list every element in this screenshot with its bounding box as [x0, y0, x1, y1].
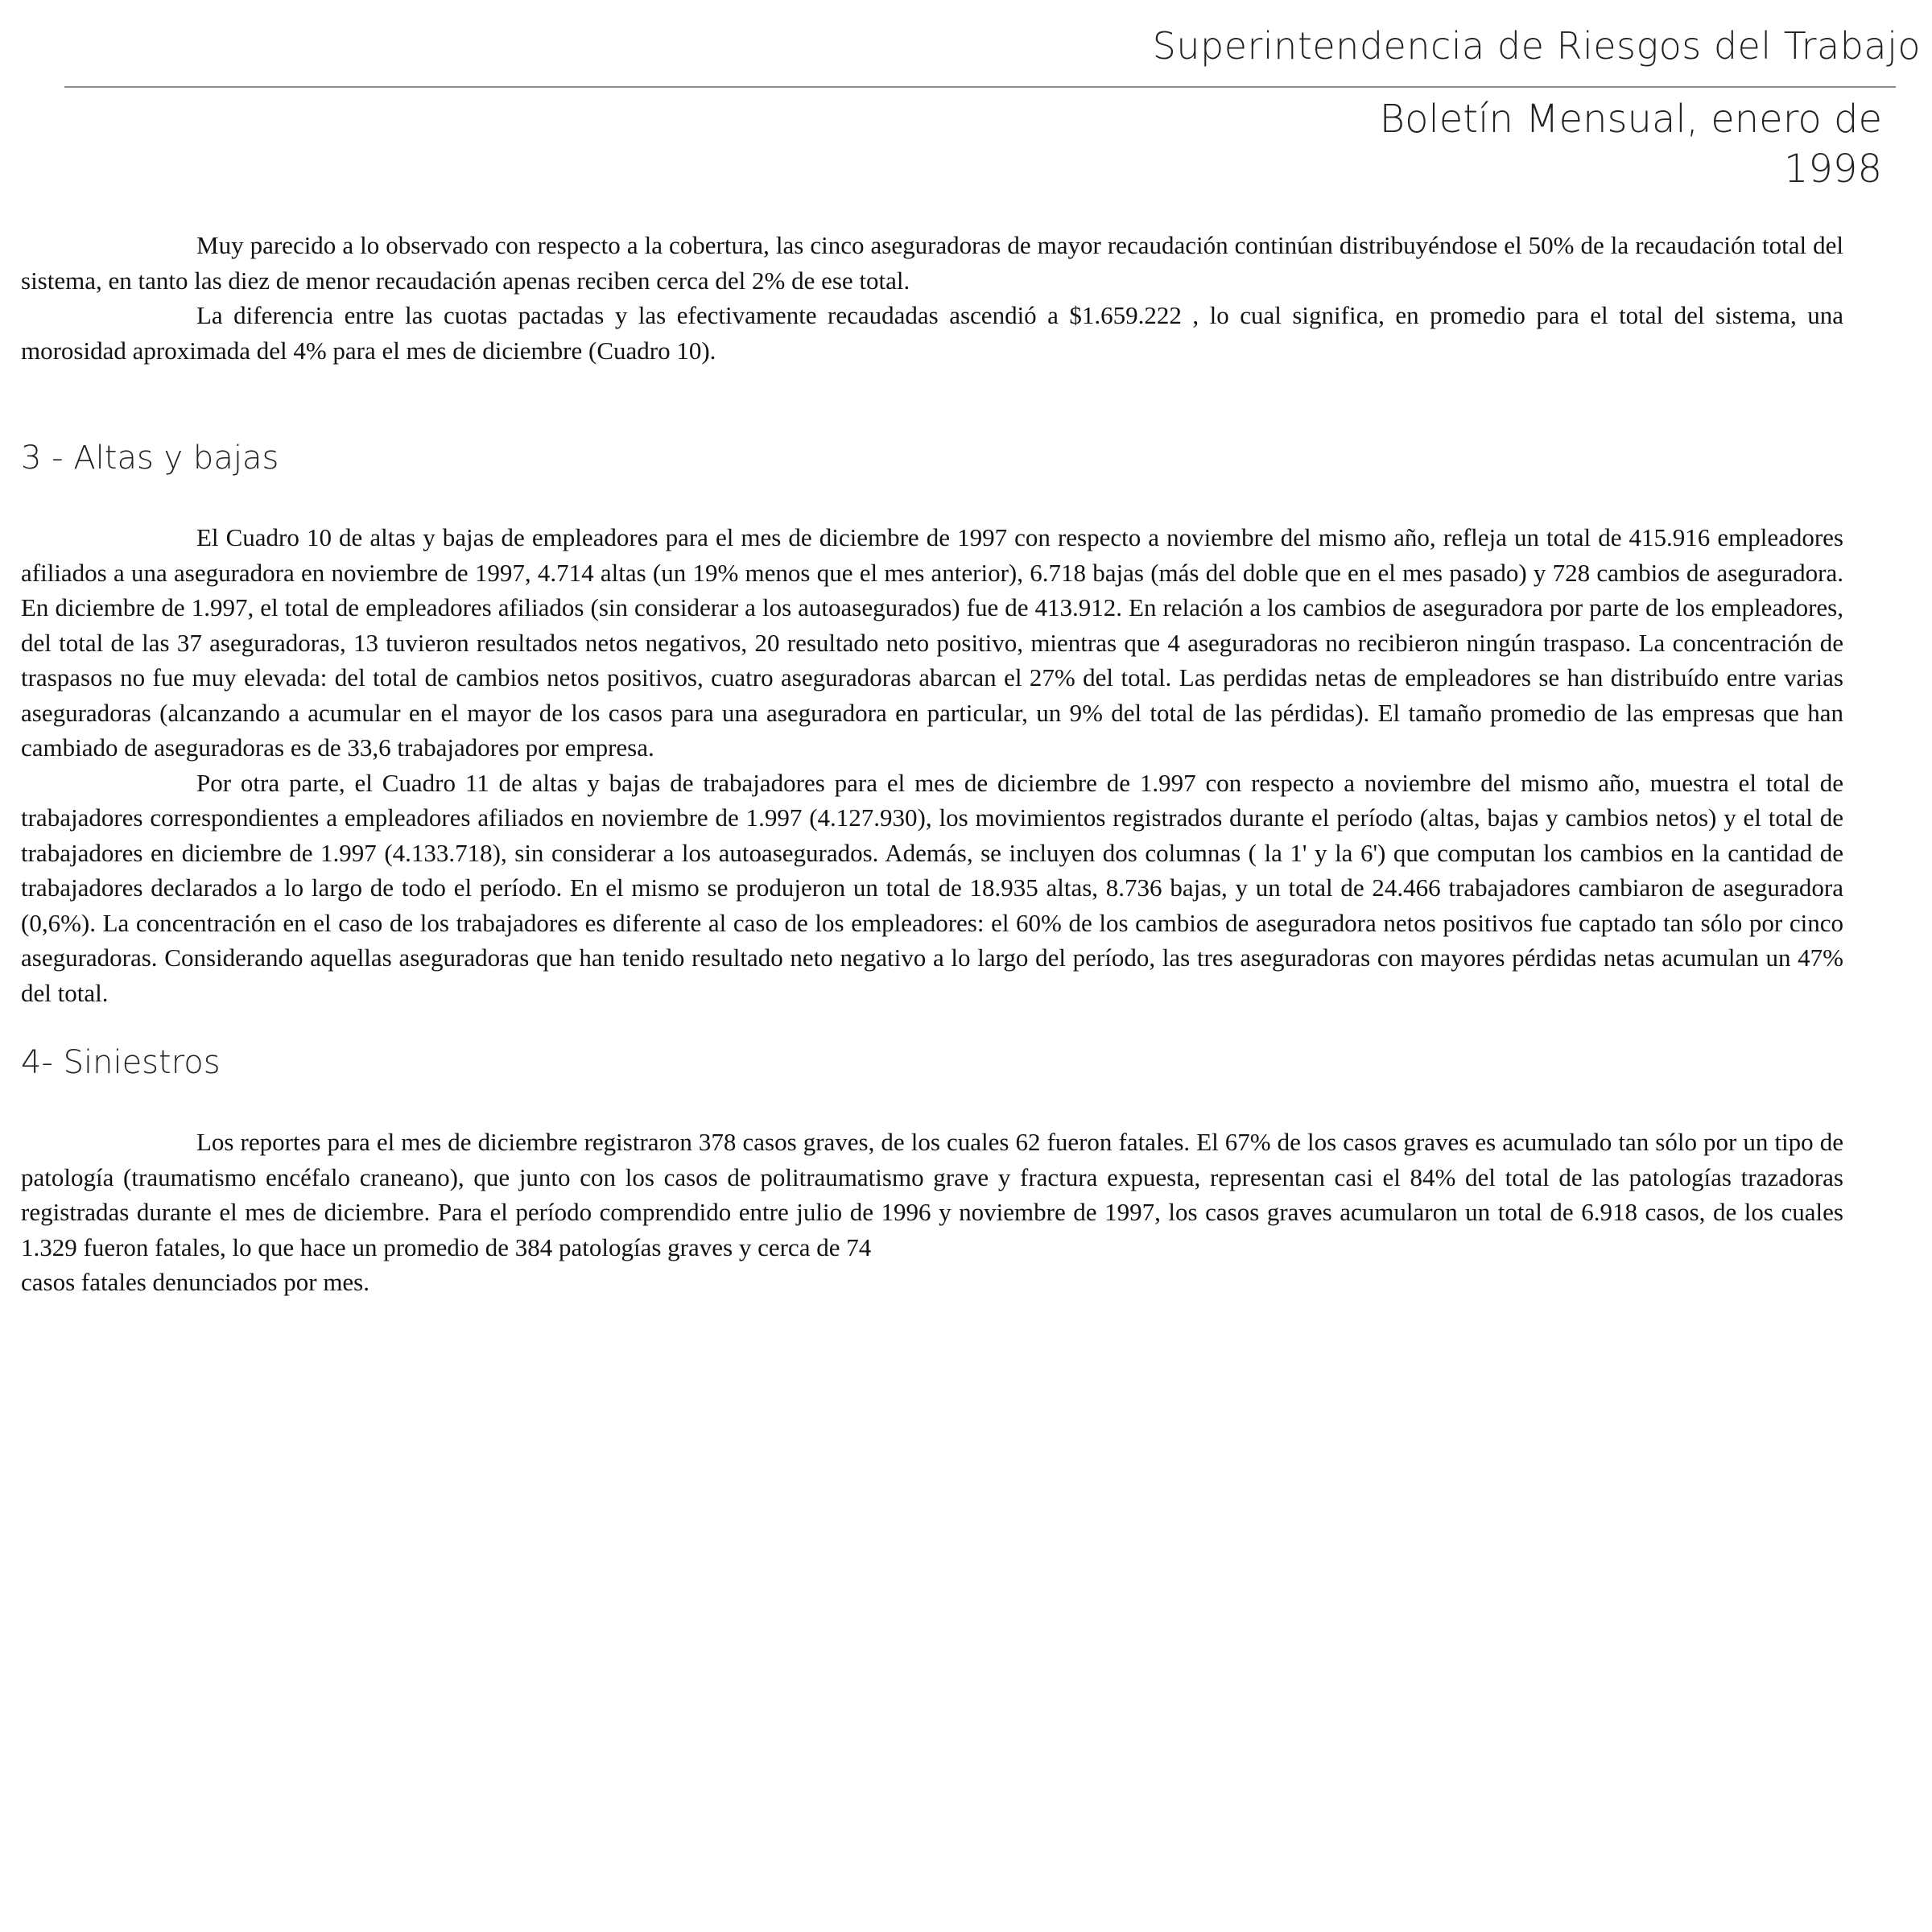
- intro-paragraph-1: Muy parecido a lo observado con respecto a la cobertura, las cinco aseguradoras de mayor recaudación continúan distribuyéndose el 50% de la recaudación total del sistema, en tanto las diez de menor recaudación apenas reciben cerca del 2% de ese total.: [21, 231, 1843, 295]
- section-4-heading: 4- Siniestros: [21, 1044, 221, 1081]
- section-4-paragraph-1: Los reportes para el mes de diciembre registraron 378 casos graves, de los cuales 62 fueron fatales. El 67% de los casos graves es acumulado tan sólo por un tipo de patología (traumatismo encéfalo craneano), que junto con los casos de politraumatismo grave y fractura expuesta, representan casi el 84% del total de las patologías trazadoras registradas durante el mes de diciembre. Para el período comprendido entre julio de 1996 y noviembre de 1997, los casos graves acumularon un total de 6.918 casos, de los cuales 1.329 fueron fatales, lo que hace un promedio de 384 patologías graves y cerca de 74: [21, 1128, 1843, 1261]
- section-4-paragraph-1-end: casos fatales denunciados por mes.: [21, 1268, 370, 1296]
- bulletin-title-line-2: 1998: [1783, 147, 1882, 192]
- bulletin-title-line-1: Boletín Mensual, enero de: [1379, 97, 1882, 142]
- document-body: [21, 228, 1843, 1300]
- bulletin-title: [1319, 94, 1882, 194]
- organization-name: Superintendencia de Riesgos del Trabajo: [1152, 24, 1921, 68]
- section-3-paragraph-2: Por otra parte, el Cuadro 11 de altas y bajas de trabajadores para el mes de diciembre de 1.997 con respecto a noviembre del mismo año, muestra el total de trabajadores correspondientes a empleadores afiliados en noviembre de 1.997 (4.127.930), los movimientos registrados durante el período (altas, bajas y cambios netos) y el total de trabajadores en diciembre de 1.997 (4.133.718), sin considerar a los autoasegurados. Además, se incluyen dos columnas ( la 1' y la 6') que computan los cambios en la cantidad de trabajadores declarados a lo largo de todo el período. En el mismo se produjeron un total de 18.935 altas, 8.736 bajas, y un total de 24.466 trabajadores cambiaron de aseguradora (0,6%). La concentración en el caso de los trabajadores es diferente al caso de los empleadores: el 60% de los cambios de aseguradora netos positivos fue captado tan sólo por cinco aseguradoras. Considerando aquellas aseguradoras que han tenido resultado neto negativo a lo largo del período, las tres aseguradoras con mayores pérdidas netas acumulan un 47% del total.: [21, 768, 1843, 1007]
- section-3-heading: 3 - Altas y bajas: [21, 440, 279, 477]
- header-divider: [64, 86, 1896, 88]
- section-3-paragraph-1: El Cuadro 10 de altas y bajas de empleadores para el mes de diciembre de 1997 con respecto a noviembre del mismo año, refleja un total de 415.916 empleadores afiliados a una aseguradora en noviembre de 1997, 4.714 altas (un 19% menos que el mes anterior), 6.718 bajas (más del doble que en el mes pasado) y 728 cambios de aseguradora. En diciembre de 1.997, el total de empleadores afiliados (sin considerar a los autoasegurados) fue de 413.912. En relación a los cambios de aseguradora por parte de los empleadores, del total de las 37 aseguradoras, 13 tuvieron resultados netos negativos, 20 resultado neto positivo, mientras que 4 aseguradoras no recibieron ningún traspaso. La concentración de traspasos no fue muy elevada: del total de cambios netos positivos, cuatro aseguradoras abarcan el 27% del total. Las perdidas netas de empleadores se han distribuído entre varias aseguradoras (alcanzando a acumular en el mayor de los casos para una aseguradora en particular, un 9% del total de las pérdidas). El tamaño promedio de las empresas que han cambiado de aseguradoras es de 33,6 trabajadores por empresa.: [21, 523, 1843, 762]
- intro-paragraph-2: La diferencia entre las cuotas pactadas y las efectivamente recaudadas ascendió a $1.659.222 , lo cual significa, en promedio para el total del sistema, una morosidad aproximada del 4% para el mes de diciembre (Cuadro 10).: [21, 301, 1843, 365]
